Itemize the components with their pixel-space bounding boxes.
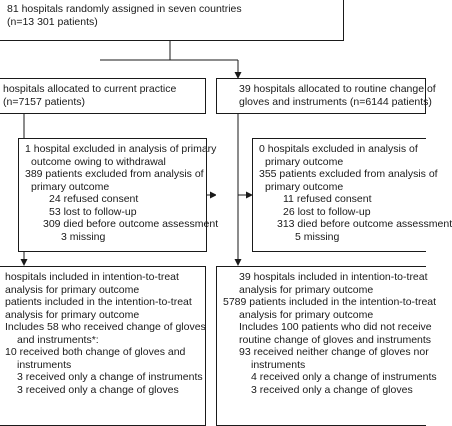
excl-left-died: 309 died before outcome assessment [43, 218, 219, 230]
itt-left-line-8: instruments [17, 358, 72, 371]
itt-current-practice-box [0, 266, 206, 426]
allocation-current-practice-box [0, 78, 206, 114]
itt-left-line-10: 3 received only a change of gloves [17, 383, 179, 396]
itt-left-line-9: 3 received only a change of instruments [17, 371, 203, 383]
itt-left-line-5: Includes 58 who received change of gloves [5, 321, 206, 333]
excl-left-line-2: outcome owing to withdrawal [31, 155, 166, 168]
itt-right-line-3: 5789 patients included in the intention-to-treat [223, 296, 437, 308]
excl-left-refused: 24 refused consent [49, 193, 139, 205]
allocation-routine-change-box [216, 78, 436, 114]
itt-left-line-1: hospitals included in intention-to-treat [5, 271, 179, 283]
excl-right-died: 313 died before outcome assessment [277, 218, 452, 230]
excl-left-missing: 3 missing [61, 230, 106, 243]
itt-left-line-7: 10 received both change of gloves and [5, 346, 186, 358]
excl-right-line-3: 355 patients excluded from analysis of [259, 168, 438, 180]
itt-right-line-6: routine change of gloves and instruments [239, 333, 432, 346]
randomization-line-2: (n=13 301 patients) [7, 15, 98, 28]
excl-left-line-1: 1 hospital excluded in analysis of primary [25, 143, 217, 155]
exclusions-current-practice-box [216, 138, 222, 252]
itt-routine-change-box [216, 266, 437, 426]
excl-right-missing: 5 missing [295, 230, 340, 243]
itt-left-line-6: and instruments*: [17, 333, 99, 346]
excl-left-lost: 53 lost to follow-up [49, 205, 137, 218]
excl-left-line-4: primary outcome [31, 180, 110, 193]
itt-right-line-9: 4 received only a change of instruments [251, 371, 437, 383]
itt-right-line-7: 93 received neither change of gloves nor [239, 346, 429, 358]
excl-right-line-2: primary outcome [265, 155, 344, 168]
randomization-box [0, 0, 344, 41]
itt-left-line-2: analysis for primary outcome [5, 283, 140, 296]
itt-right-line-10: 3 received only a change of gloves [251, 383, 413, 396]
itt-right-line-2: analysis for primary outcome [239, 283, 374, 296]
alloc-left-line-1: hospitals allocated to current practice [3, 83, 177, 95]
excl-right-refused: 11 refused consent [283, 193, 372, 205]
itt-right-line-5: Includes 100 patients who did not receive [239, 321, 432, 333]
exclusions-left-panel [18, 138, 219, 252]
excl-right-line-1: 0 hospitals excluded in analysis of [259, 143, 418, 155]
itt-right-line-1: 39 hospitals included in intention-to-treat [239, 271, 428, 283]
alloc-right-line-1: 39 hospitals allocated to routine change of [239, 83, 436, 95]
alloc-right-line-2: gloves and instruments (n=6144 patients) [239, 95, 432, 108]
itt-right-line-4: analysis for primary outcome [239, 308, 374, 321]
excl-right-lost: 26 lost to follow-up [283, 205, 371, 218]
itt-left-line-3: patients included in the intention-to-treat [5, 296, 192, 308]
randomization-line-1: 81 hospitals randomly assigned in seven countries [7, 3, 242, 15]
excl-right-line-4: primary outcome [265, 180, 344, 193]
itt-left-line-4: analysis for primary outcome [5, 308, 140, 321]
itt-right-line-8: instruments [251, 358, 306, 371]
alloc-left-line-2: (n=7157 patients) [3, 95, 86, 108]
exclusions-right-panel [252, 138, 452, 252]
excl-left-line-3: 389 patients excluded from analysis of [25, 168, 204, 180]
